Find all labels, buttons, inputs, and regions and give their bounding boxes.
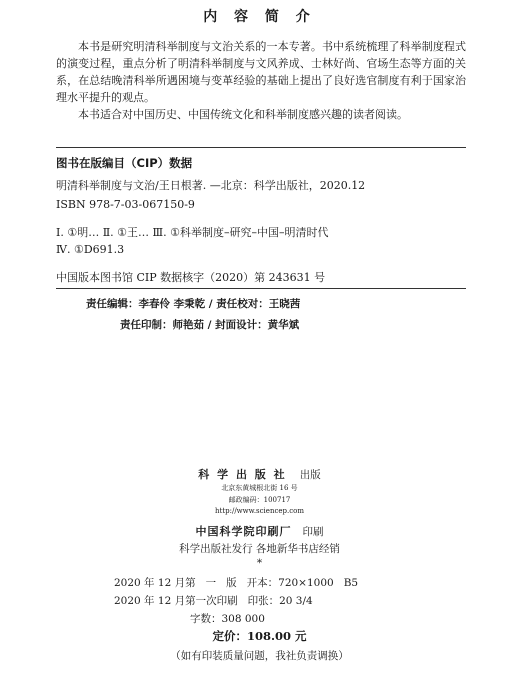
publisher-line (0, 463, 519, 482)
intro-title: 内 容 简 介 (203, 9, 316, 25)
cip-isbn: ISBN 978-7-03-067150-9 (56, 198, 195, 211)
publisher-address: 北京东黄城根北街 16 号 (221, 484, 298, 492)
bottom-divider (56, 288, 466, 289)
intro-paragraph-1: 本书是研究明清科举制度与文治关系的一本专著。书中系统梳理了科举制度程式的演变过程，重点分析了明清科举制度与文风养成、士林好尚、官场生态等方面的关系，在总结晚清科举所遇困境与变革经验的基础上提出了良好选官制度有利于国家治理水平提升的观点。 (56, 40, 466, 104)
intro-paragraph-2: 本书适合对中国历史、中国传统文化和科举制度感兴趣的读者阅读。 (78, 108, 408, 121)
cip-title-line: 明清科举制度与文治/王日根著. —北京：科学出版社，2020.12 (56, 179, 366, 192)
credits-production: 责任印制：师艳茹 / 封面设计：黄华斌 (120, 319, 300, 331)
cip-classification-1: Ⅰ. ①明… Ⅱ. ①王… Ⅲ. ①科举制度–研究–中国–明清时代 (56, 226, 329, 239)
quality-notice: （如有印装质量问题，我社负责调换） (170, 650, 349, 662)
word-count: 字数：308 000 (190, 613, 265, 625)
publisher-postcode: 邮政编码：100717 (228, 496, 291, 504)
printing-line: 2020 年 12 月第一次印刷 印张：20 3/4 (114, 595, 313, 607)
cip-record-number: 中国版本图书馆 CIP 数据核字（2020）第 243631 号 (56, 271, 326, 284)
credits-editors: 责任编辑：李春伶 李秉乾 / 责任校对：王晓茜 (86, 298, 301, 310)
separator-star: * (256, 557, 263, 569)
publisher-url: http://www.sciencep.com (214, 507, 304, 515)
printer-logo: 中国科学院印刷厂 (195, 525, 292, 538)
distribution-line: 科学出版社发行 各地新华书店经销 (179, 543, 340, 555)
cip-classification-2: Ⅳ. ①D691.3 (56, 243, 125, 256)
edition-line: 2020 年 12 月第 一 版 开本：720×1000 B5 (114, 577, 359, 589)
publisher-logo: 科 学 出 版 社 (198, 468, 287, 481)
cip-heading: 图书在版编目（CIP）数据 (56, 156, 193, 170)
top-divider (56, 147, 466, 148)
publisher-suffix: 出版 (299, 469, 321, 481)
price: 定价：108.00 元 (212, 629, 307, 643)
printer-suffix: 印刷 (302, 526, 324, 538)
printer-line (0, 520, 519, 539)
